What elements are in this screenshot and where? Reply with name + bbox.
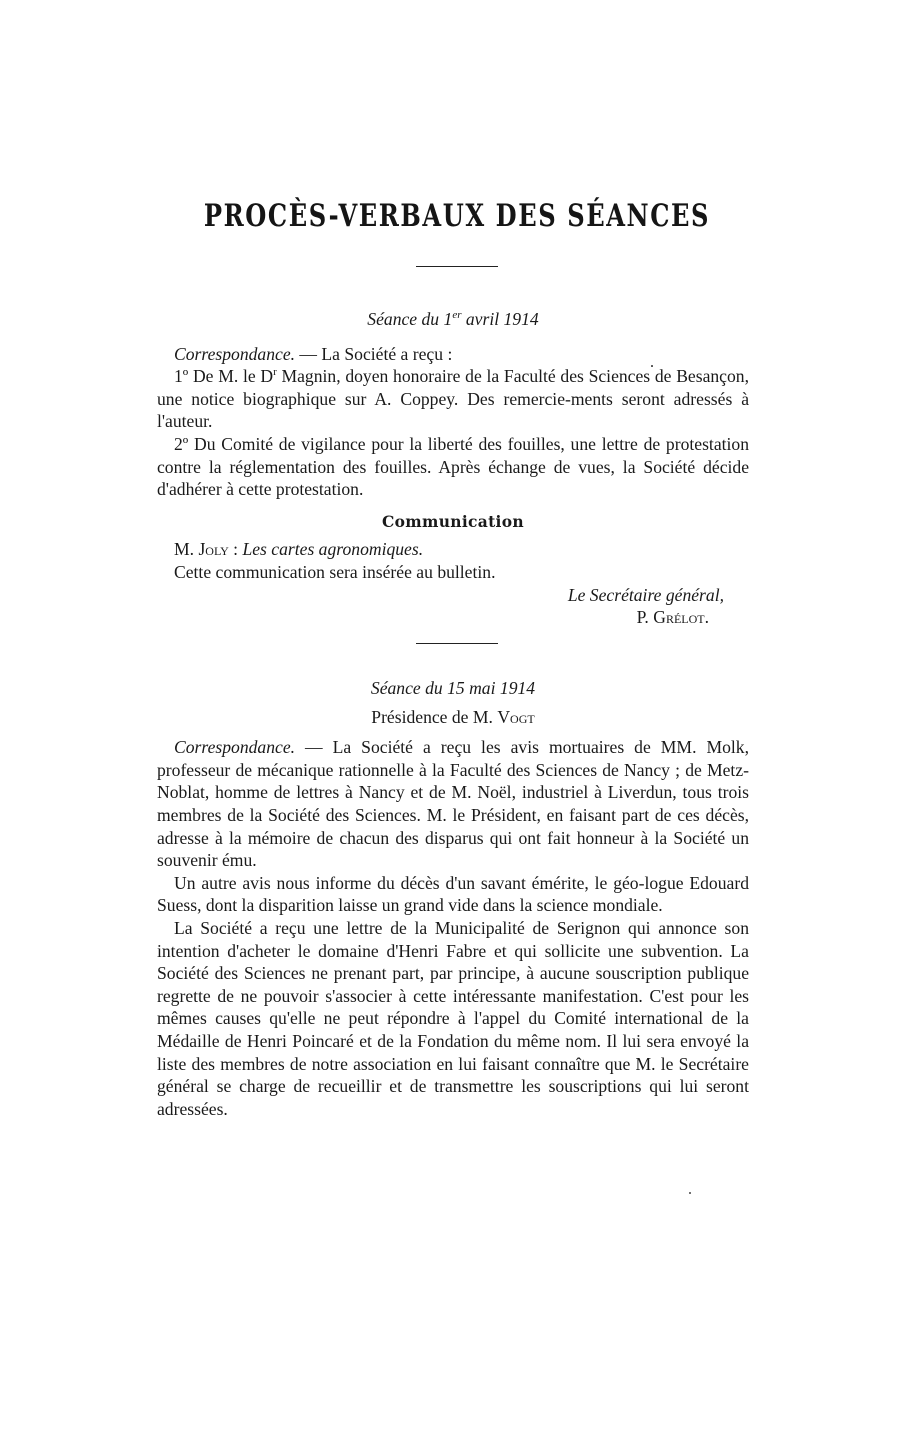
signature-role: Le Secrétaire général, [567,584,724,605]
insertion-note: Cette communication sera insérée au bulletin. [174,561,496,582]
suess-paragraph: Un autre avis nous informe du décès d'un savant émérite, le géo-logue Edouard Suess, dont la disparition laisse un grand vide dans la science mondiale. [157,872,749,916]
session-1-heading: Séance du 1er avril 1914 [367,309,539,329]
author-name: Joly [198,539,229,560]
print-speck [651,365,653,367]
session-2 [157,677,749,1120]
signature-name: P. Grélot. [636,607,709,628]
session-2-heading: Séance du 15 mai 1914 [370,678,536,698]
communication-heading: Communication [382,511,524,531]
communication-paragraph: M. Joly : Les cartes agronomiques. [174,539,424,560]
session-rule [416,643,498,644]
correspondance-label: Correspondance. [174,343,296,364]
correspondance-label-2: Correspondance. [174,737,296,758]
president-name: Vogt [497,706,535,727]
correspondance-paragraph: Correspondance. — La Société a reçu : [174,343,453,364]
print-speck [689,1192,691,1194]
page-title: PROCÈS-VERBAUX DES SÉANCES [203,198,711,234]
title-rule [416,266,498,267]
communication-title: Les cartes agronomiques. [242,539,424,560]
presidence-line: Présidence de M. Vogt [371,706,535,727]
correspondance-paragraph-2: Correspondance. — La Société a reçu les avis mortuaires de MM. Molk, professeur de mécanique rationnelle à la Faculté des Sciences de Nancy ; de Metz-Noblat, homme de lettres à Nancy et de M. Noël, industriel à Liverdun, tous trois membres de la Société des Sciences. M. le Président, en faisant part de ces décès, adresse à la mémoire de chacun des disparus qui ont fait honneur à la Société un souvenir ému. [157,737,749,871]
session-1 [157,308,749,629]
item-2-paragraph: 2º Du Comité de vigilance pour la liberté des fouilles, une lettre de protestation contre la réglementation des fouilles. Après échange de vues, la Société décide d'adhérer à cette protestation. [157,433,749,500]
item-1-paragraph: 1º De M. le $D^r$ Magnin, doyen honoraire de la Faculté des Sciences de Besançon, une notice biographique sur A. Coppey. Des remercie-ments seront adressés à l'auteur. [157,366,749,432]
serignon-paragraph: La Société a reçu une lettre de la Municipalité de Serignon qui annonce son intention d'acheter le domaine d'Henri Fabre et qui sollicite une subvention. La Société des Sciences ne prenant part, par principe, à aucune souscription publique regrette de ne pouvoir s'associer à cette intéressante manifestation. C'est pour les mêmes causes qu'elle ne peut répondre à l'appel du Comité international de la Médaille de Henri Poincaré et de la Fondation du même nom. Il lui sera envoyé la liste des membres de notre association en lui faisant connaître que M. le Secrétaire général se charge de recueillir et de transmettre les souscriptions qui lui seront adressées. [157,917,749,1119]
